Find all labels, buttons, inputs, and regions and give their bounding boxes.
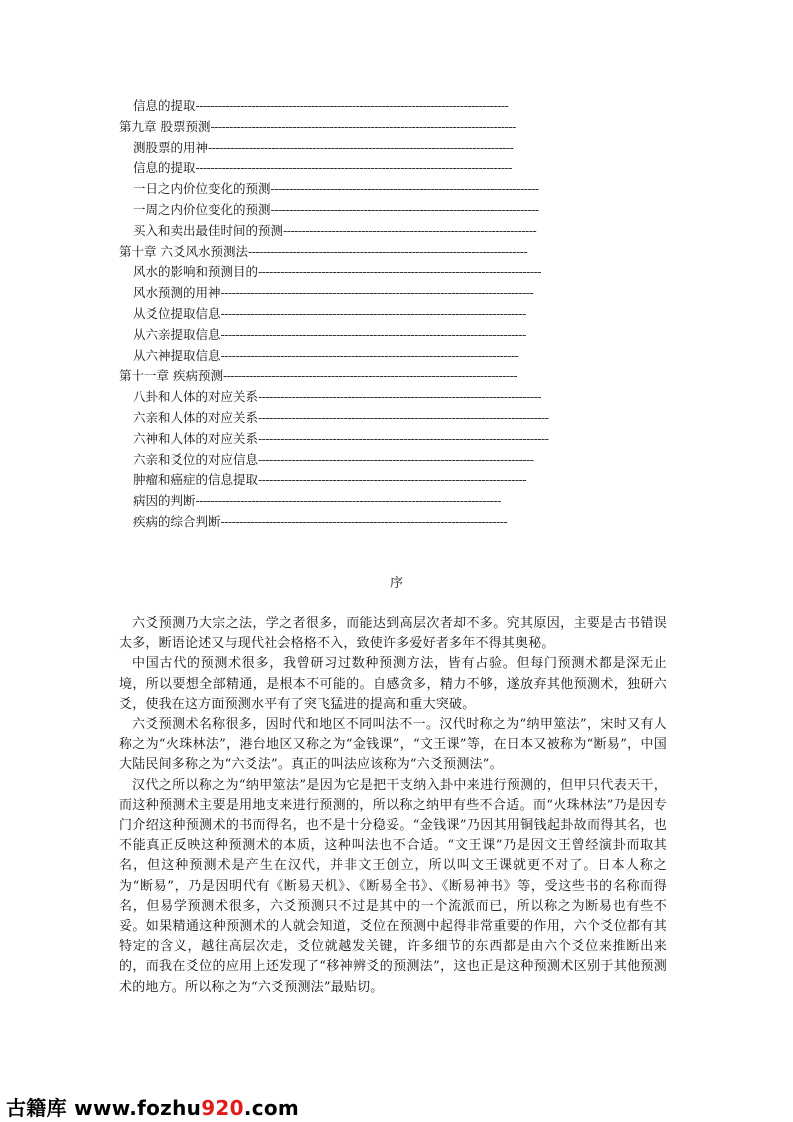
toc-entry-title: 疾病的综合判断 — [133, 513, 221, 529]
toc-dot-leader: ------------------------------------------------------------------------ — [270, 201, 539, 217]
toc-entry-title: 六神和人体的对应关系 — [133, 430, 259, 446]
toc-entry — [119, 387, 579, 408]
toc-entry — [119, 491, 579, 512]
toc-entry — [119, 470, 579, 491]
toc-entry — [119, 96, 579, 117]
toc-entry-title: 第十章 六爻风水预测法 — [119, 243, 248, 259]
toc-dot-leader: -------------------------------------------------------------------------------- — [220, 347, 519, 363]
toc-dot-leader: ---------------------------------------------------------------------------------- — [220, 305, 526, 321]
table-of-contents — [119, 96, 579, 533]
toc-entry — [119, 304, 579, 325]
toc-entry-title: 风水的影响和预测目的 — [133, 264, 259, 280]
toc-entry-title: 一周之内价位变化的预测 — [133, 201, 271, 217]
toc-entry-title: 肿瘤和癌症的信息提取 — [133, 472, 259, 488]
toc-entry — [119, 346, 579, 367]
watermark-footer — [6, 1092, 299, 1121]
toc-dot-leader: ------------------------------------------------------------------------------------- — [195, 160, 513, 176]
preface-paragraph: 六爻预测术名称很多，因时代和地区不同叫法不一。汉代时称之为“纳甲筮法”，宋时又有人称之为“火珠林法”，港台地区又称之为“金钱课”，“文王课”等，在日本又被称为“断易”，中国大陆民间多称之为“六爻法”。真正的叫法应该称为“六爻预测法”。 — [119, 717, 667, 773]
toc-entry-title: 一日之内价位变化的预测 — [133, 181, 271, 197]
toc-dot-leader: --------------------------------------------------------------------------- — [247, 243, 528, 259]
toc-dot-leader: ---------------------------------------------------------------------------------- — [220, 326, 526, 342]
toc-dot-leader: ------------------------------------------------------------------------------------ — [220, 285, 534, 301]
toc-dot-leader: -------------------------------------------------------------------- — [283, 222, 537, 238]
toc-dot-leader: ---------------------------------------------------------------------------------- — [210, 118, 516, 134]
preface-body — [119, 614, 667, 998]
toc-dot-leader: ---------------------------------------------------------------------------- — [258, 264, 542, 280]
toc-dot-leader: ---------------------------------------------------------------------------------- — [208, 139, 514, 155]
toc-entry-title: 风水预测的用神 — [133, 285, 221, 301]
toc-entry-title: 六亲和人体的对应关系 — [133, 409, 259, 425]
toc-entry — [119, 262, 579, 283]
toc-dot-leader: ---------------------------------------------------------------------------------- — [195, 493, 501, 509]
toc-dot-leader: ------------------------------------------------------------------------ — [258, 472, 527, 488]
footer-url-prefix: www.fozhu — [74, 1096, 202, 1120]
toc-dot-leader: ---------------------------------------------------------------------------- — [258, 389, 542, 405]
toc-entry — [119, 200, 579, 221]
toc-entry-title: 从爻位提取信息 — [133, 305, 221, 321]
toc-entry — [119, 138, 579, 159]
toc-dot-leader: ------------------------------------------------------------------------------------ — [195, 98, 509, 113]
toc-dot-leader: ----------------------------------------------------------------------------- — [220, 513, 508, 529]
toc-entry — [119, 429, 579, 450]
toc-entry — [119, 117, 579, 138]
preface-paragraph: 汉代之所以称之为“纳甲筮法”是因为它是把干支纳入卦中来进行预测的，但甲只代表天干，而这种预测术主要是用地支来进行预测的，所以称之纳甲有些不合适。而“火珠林法”乃是因专门介绍这种预测术的书而得名，也不是十分稳妥。“金钱课”乃因其用铜钱起卦故而得其名，也不能真正反映这种预测术的本质，这种叫法也不合适。“文王课”乃是因文王曾经演卦而取其名，但这种预测术是产生在汉代，并非文王创立，所以叫文王课就更不对了。日本人称之为“断易”，乃是因明代有《断易天机》、《断易全书》、《断易神书》等，受这些书的名称而得名，但易学预测术很多，六爻预测只不过是其中的一个流派而已，所以称之为断易也有些不妥。如果精通这种预测术的人就会知道，爻位在预测中起得非常重要的作用，六个爻位都有其特定的含义，越往高层次走，爻位就越发关键，许多细节的东西都是由六个爻位来推断出来的，而我在爻位的应用上还发现了“移神辨爻的预测法”，这也正是这种预测术区别于其他预测术的地方。所以称之为“六爻预测法”最贴切。 — [119, 777, 667, 995]
toc-entry — [119, 242, 579, 263]
footer-url-suffix: .com — [243, 1096, 300, 1120]
toc-entry-title: 六亲和爻位的对应信息 — [133, 451, 259, 467]
toc-entry-title: 病因的判断 — [133, 493, 196, 509]
preface-paragraph: 中国古代的预测术很多，我曾研习过数种预测方法，皆有占验。但每门预测术都是深无止境，所以要想全部精通，是根本不可能的。自感贪多，精力不够，遂放弃其他预测术，独研六爻，使我在这方面预测水平有了突飞猛进的提高和重大突破。 — [119, 656, 667, 712]
toc-entry-title: 测股票的用神 — [133, 139, 209, 155]
toc-entry — [119, 450, 579, 471]
toc-entry-title: 信息的提取 — [133, 160, 196, 176]
toc-entry — [119, 325, 579, 346]
toc-entry-title: 第九章 股票预测 — [119, 118, 211, 134]
toc-entry-title: 信息的提取 — [133, 98, 196, 113]
preface-title: 序 — [389, 576, 403, 591]
toc-entry-title: 从六神提取信息 — [133, 347, 221, 363]
toc-entry-title: 第十一章 疾病预测 — [119, 368, 223, 384]
toc-entry-title: 八卦和人体的对应关系 — [133, 389, 259, 405]
toc-dot-leader: ------------------------------------------------------------------------ — [270, 181, 539, 197]
footer-brand: 古籍库 — [6, 1096, 75, 1120]
toc-entry — [119, 158, 579, 179]
toc-entry — [119, 179, 579, 200]
preface-paragraph: 六爻预测乃大宗之法，学之者很多，而能达到高层次者却不多。究其原因，主要是古书错误太多，断语论述又与现代社会格格不入，致使许多爱好者多年不得其奥秘。 — [119, 616, 667, 652]
toc-dot-leader: ------------------------------------------------------------------------------ — [258, 430, 549, 446]
toc-entry — [119, 283, 579, 304]
toc-entry — [119, 408, 579, 429]
toc-entry — [119, 366, 579, 387]
toc-entry-title: 从六亲提取信息 — [133, 326, 221, 342]
toc-entry — [119, 512, 579, 533]
toc-entry — [119, 221, 579, 242]
toc-entry-title: 买入和卖出最佳时间的预测 — [133, 222, 284, 238]
toc-dot-leader: ------------------------------------------------------------------------------ — [258, 409, 549, 425]
footer-url-accent: 920 — [201, 1096, 244, 1120]
toc-dot-leader: ------------------------------------------------------------------------------- — [222, 368, 518, 384]
toc-dot-leader: -------------------------------------------------------------------------- — [258, 451, 534, 467]
